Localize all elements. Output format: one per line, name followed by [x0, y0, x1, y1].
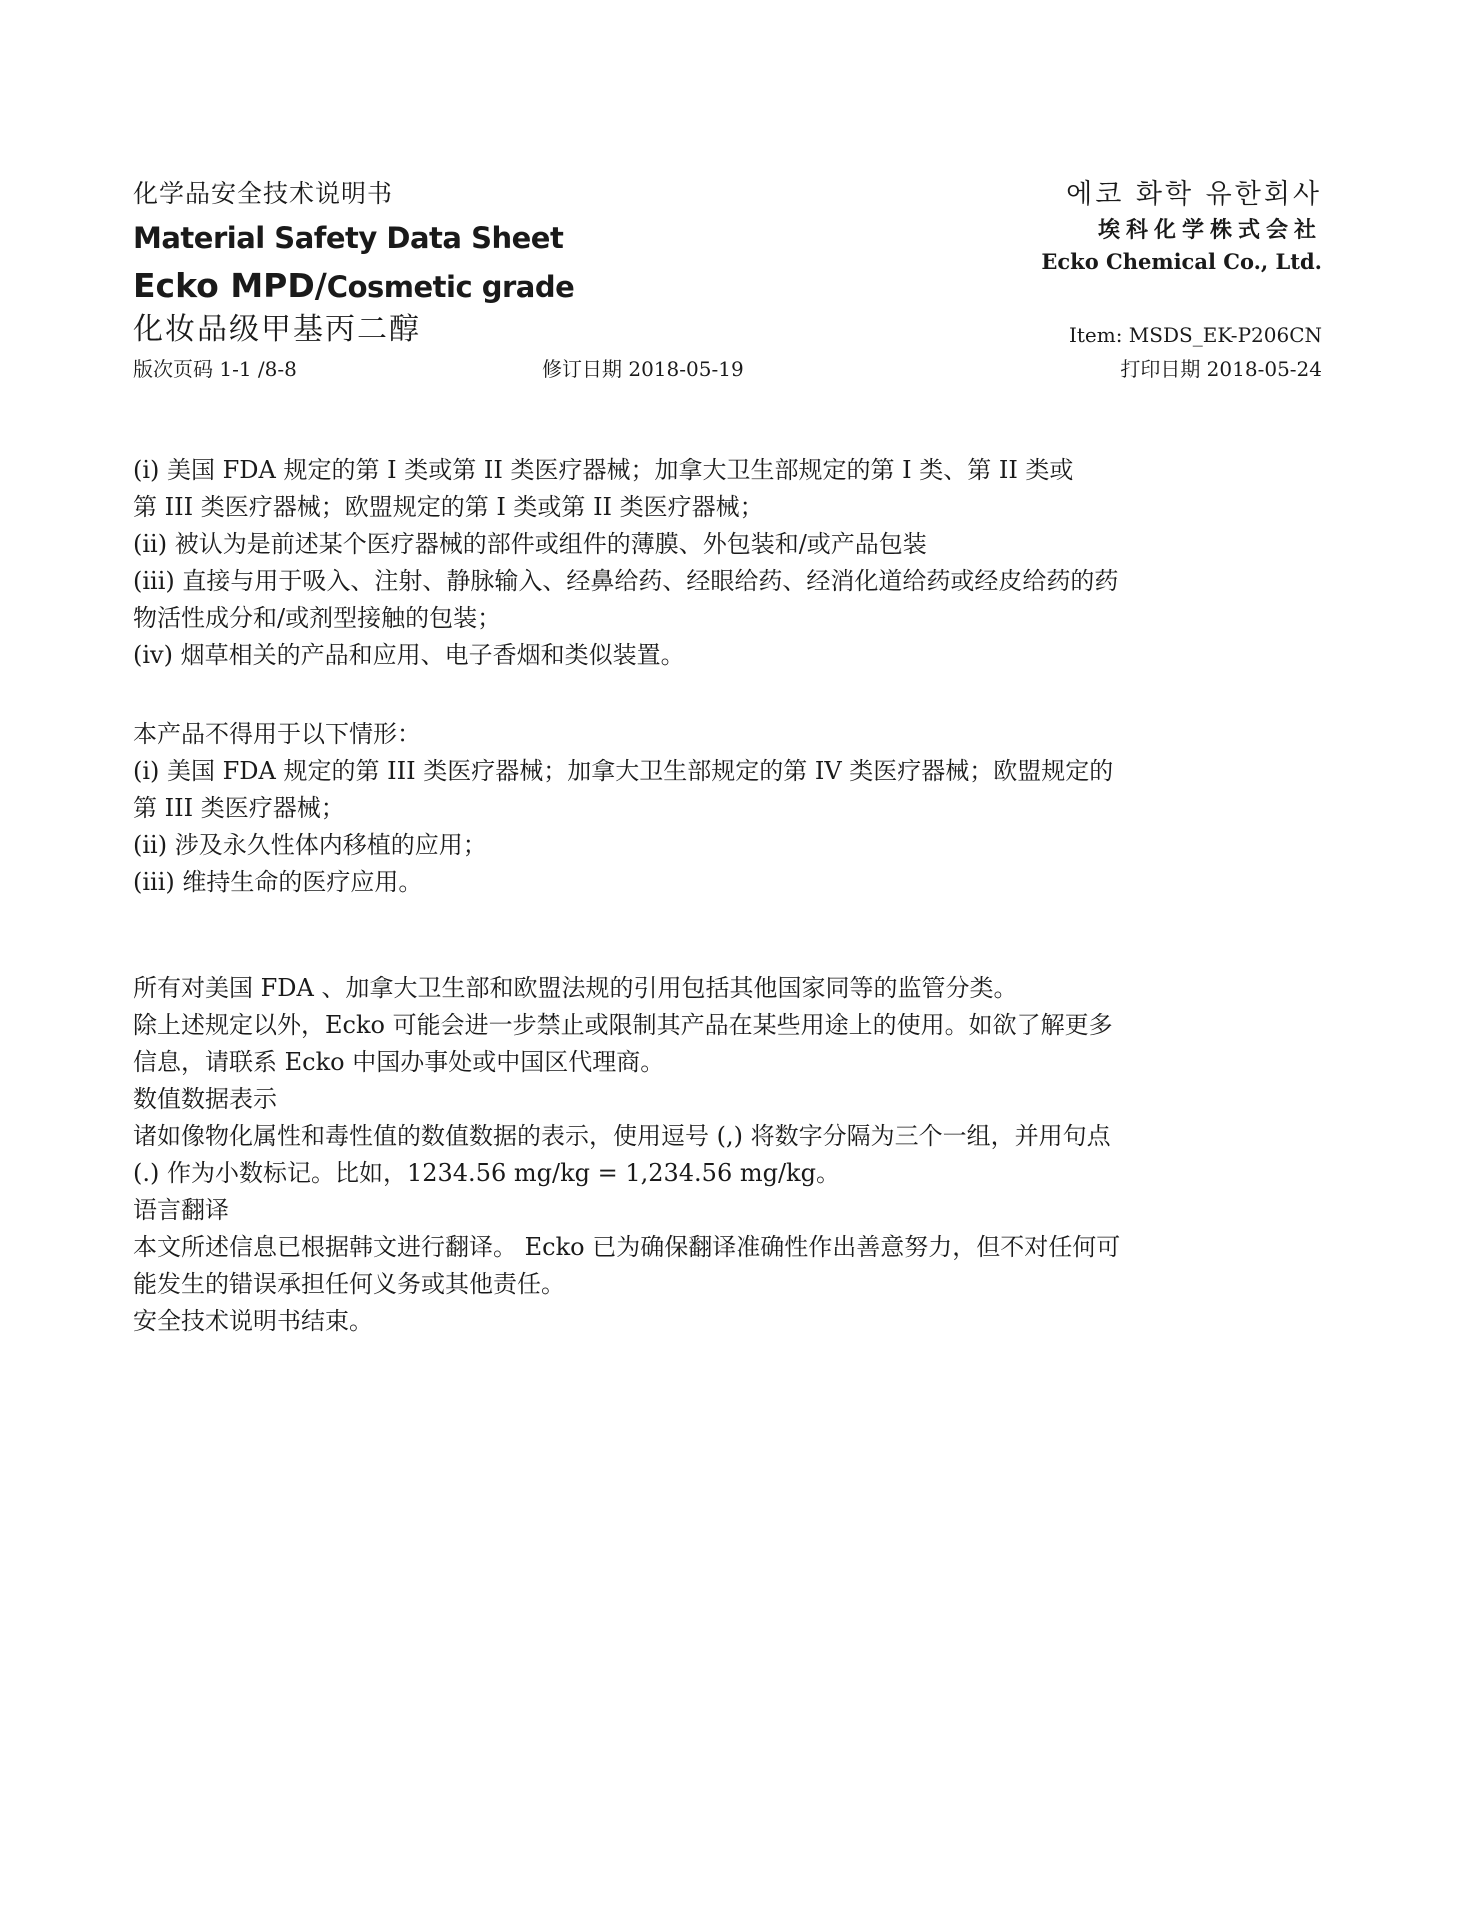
revision-date: 修订日期 2018-05-19	[542, 357, 744, 381]
text-line: (ii) 涉及永久性体内移植的应用；	[133, 831, 487, 859]
document-title-en: Material Safety Data Sheet	[133, 221, 564, 255]
text-line: 本产品不得用于以下情形：	[133, 720, 421, 748]
text-line: 物活性成分和/或剂型接触的包装；	[133, 604, 502, 632]
document-header-left	[133, 176, 893, 350]
item-code: Item: MSDS_EK-P206CN	[1068, 323, 1322, 347]
text-line: (iii) 维持生命的医疗应用。	[133, 868, 423, 896]
regulatory-notes-block	[133, 970, 1343, 1340]
text-line: (i) 美国 FDA 规定的第 III 类医疗器械；加拿大卫生部规定的第 IV 类医疗器械；欧盟规定的	[133, 757, 1114, 785]
product-name	[133, 262, 893, 310]
text-line: 第 III 类医疗器械；	[133, 794, 345, 822]
prohibited-uses-block	[133, 716, 1343, 901]
print-date: 打印日期 2018-05-24	[1120, 357, 1322, 381]
text-line: 信息，请联系 Ecko 中国办事处或中国区代理商。	[133, 1048, 665, 1076]
company-name-kr: 에코 화학 유한회사	[1066, 179, 1322, 210]
text-line: (iv) 烟草相关的产品和应用、电子香烟和类似装置。	[133, 641, 685, 669]
restricted-uses-block	[133, 452, 1343, 674]
text-line: 诸如像物化属性和毒性值的数值数据的表示，使用逗号 (,) 将数字分隔为三个一组，并用句点	[133, 1122, 1111, 1150]
product-name-cn: 化妆品级甲基丙二醇	[133, 312, 421, 347]
company-name-cn: 埃科化学株式会社	[1097, 218, 1322, 243]
text-line: 本文所述信息已根据韩文进行翻译。 Ecko 已为确保翻译准确性作出善意努力，但不对任何可	[133, 1233, 1121, 1261]
text-line: (i) 美国 FDA 规定的第 I 类或第 II 类医疗器械；加拿大卫生部规定的第 I 类、第 II 类或	[133, 456, 1074, 484]
end-of-document: 安全技术说明书结束。	[133, 1307, 373, 1335]
text-line: (ii) 被认为是前述某个医疗器械的部件或组件的薄膜、外包装和/或产品包装	[133, 530, 927, 558]
text-line: 第 III 类医疗器械；欧盟规定的第 I 类或第 II 类医疗器械；	[133, 493, 764, 521]
section-heading: 语言翻译	[133, 1196, 229, 1224]
text-line: 除上述规定以外，Ecko 可能会进一步禁止或限制其产品在某些用途上的使用。如欲了解更多	[133, 1011, 1113, 1039]
text-line: (.) 作为小数标记。比如，1234.56 mg/kg = 1,234.56 mg/kg。	[133, 1159, 840, 1187]
section-heading: 数值数据表示	[133, 1085, 277, 1113]
company-name-en: Ecko Chemical Co., Ltd.	[1041, 249, 1322, 274]
document-meta-row	[133, 354, 1322, 384]
product-grade: Cosmetic grade	[326, 270, 575, 304]
document-title-cn: 化学品安全技术说明书	[133, 179, 394, 208]
text-line: (iii) 直接与用于吸入、注射、静脉输入、经鼻给药、经眼给药、经消化道给药或经皮给药的药	[133, 567, 1119, 595]
text-line: 能发生的错误承担任何义务或其他责任。	[133, 1270, 565, 1298]
version-page-code: 版次页码 1-1 /8-8	[133, 357, 297, 381]
company-block	[842, 176, 1322, 278]
product-brand: Ecko MPD/	[133, 266, 327, 305]
text-line: 所有对美国 FDA 、加拿大卫生部和欧盟法规的引用包括其他国家同等的监管分类。	[133, 974, 1018, 1002]
